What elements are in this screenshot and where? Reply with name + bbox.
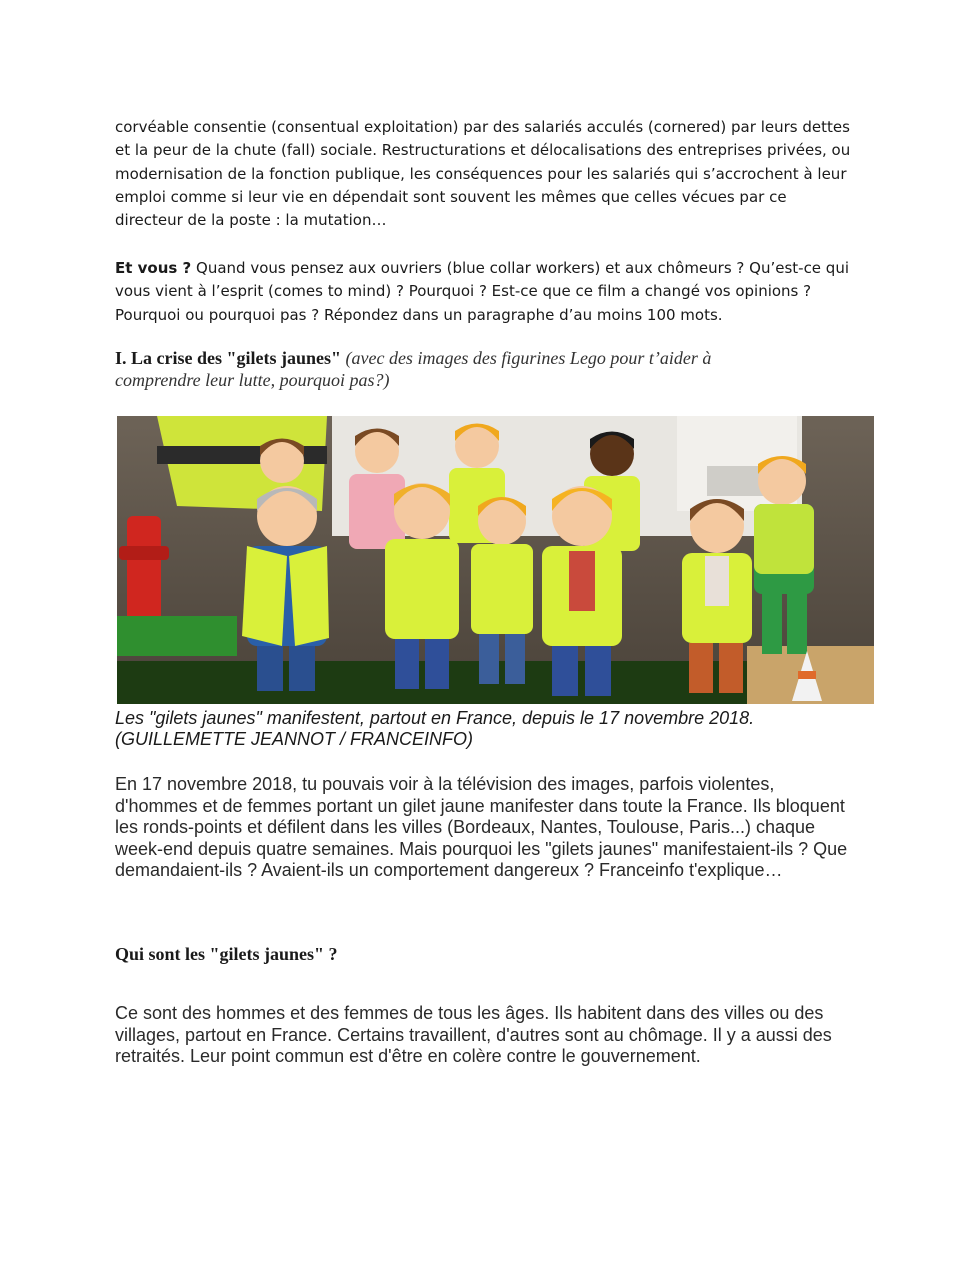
intro-paragraph: corvéable consentie (consentual exploitation) par des salariés acculés (cornered) par leurs dettes et la peur de la chute (fall) sociale. Restructurations et délocalisations des entreprises privées, ou modernisation de la fonction publique, les conséquences pour les salariés qui s’accrochent à leur emploi comme si leur vie en dépendait sont souvent les mêmes que celles vécues par ce directeur de la poste : la mutation… <box>115 118 851 230</box>
body-paragraph-2: Ce sont des hommes et des femmes de tous les âges. Ils habitent dans des villes ou des villages, partout en France. Certains travaillent, d'autres sont au chômage. Il y a aussi des retraités. Leur point commun est d'être en colère contre le gouvernement. <box>115 1003 832 1067</box>
question-text: Quand vous pensez aux ouvriers (blue collar workers) et aux chômeurs ? Qu’est-ce qui vous vient à l’esprit (comes to mind) ? Pourquoi ? Est-ce que ce film a changé vos opinions ? Pourquoi ou pourquoi pas ? Répondez dans un paragraphe d’au moins 100 mots. <box>115 259 850 324</box>
question-lead: Et vous ? <box>115 259 192 277</box>
section-subtitle: (avec des images des figurines Lego pour t’aider à comprendre leur lutte, pourquoi pas?) <box>115 348 712 390</box>
photo-caption: Les "gilets jaunes" manifestent, partout en France, depuis le 17 novembre 2018. (GUILLEMETTE JEANNOT / FRANCEINFO) <box>115 708 755 749</box>
body-paragraph-1: En 17 novembre 2018, tu pouvais voir à la télévision des images, parfois violentes, d'hommes et de femmes portant un gilet jaune manifester dans toute la France. Ils bloquent les ronds-points et défilent dans les villes (Bordeaux, Nantes, Toulouse, Paris...) chaque week-end depuis quatre semaines. Mais pourquoi les "gilets jaunes" manifestaient-ils ? Que demandaient-ils ? Avaient-ils un comportement dangereux ? Franceinfo t'explique… <box>115 774 848 881</box>
question-heading: Qui sont les "gilets jaunes" ? <box>115 944 338 964</box>
figurines-illustration <box>117 416 874 704</box>
gilets-jaunes-photo <box>117 416 874 704</box>
section-heading <box>115 347 735 391</box>
question-paragraph <box>115 257 855 327</box>
section-title: I. La crise des "gilets jaunes" <box>115 348 341 368</box>
